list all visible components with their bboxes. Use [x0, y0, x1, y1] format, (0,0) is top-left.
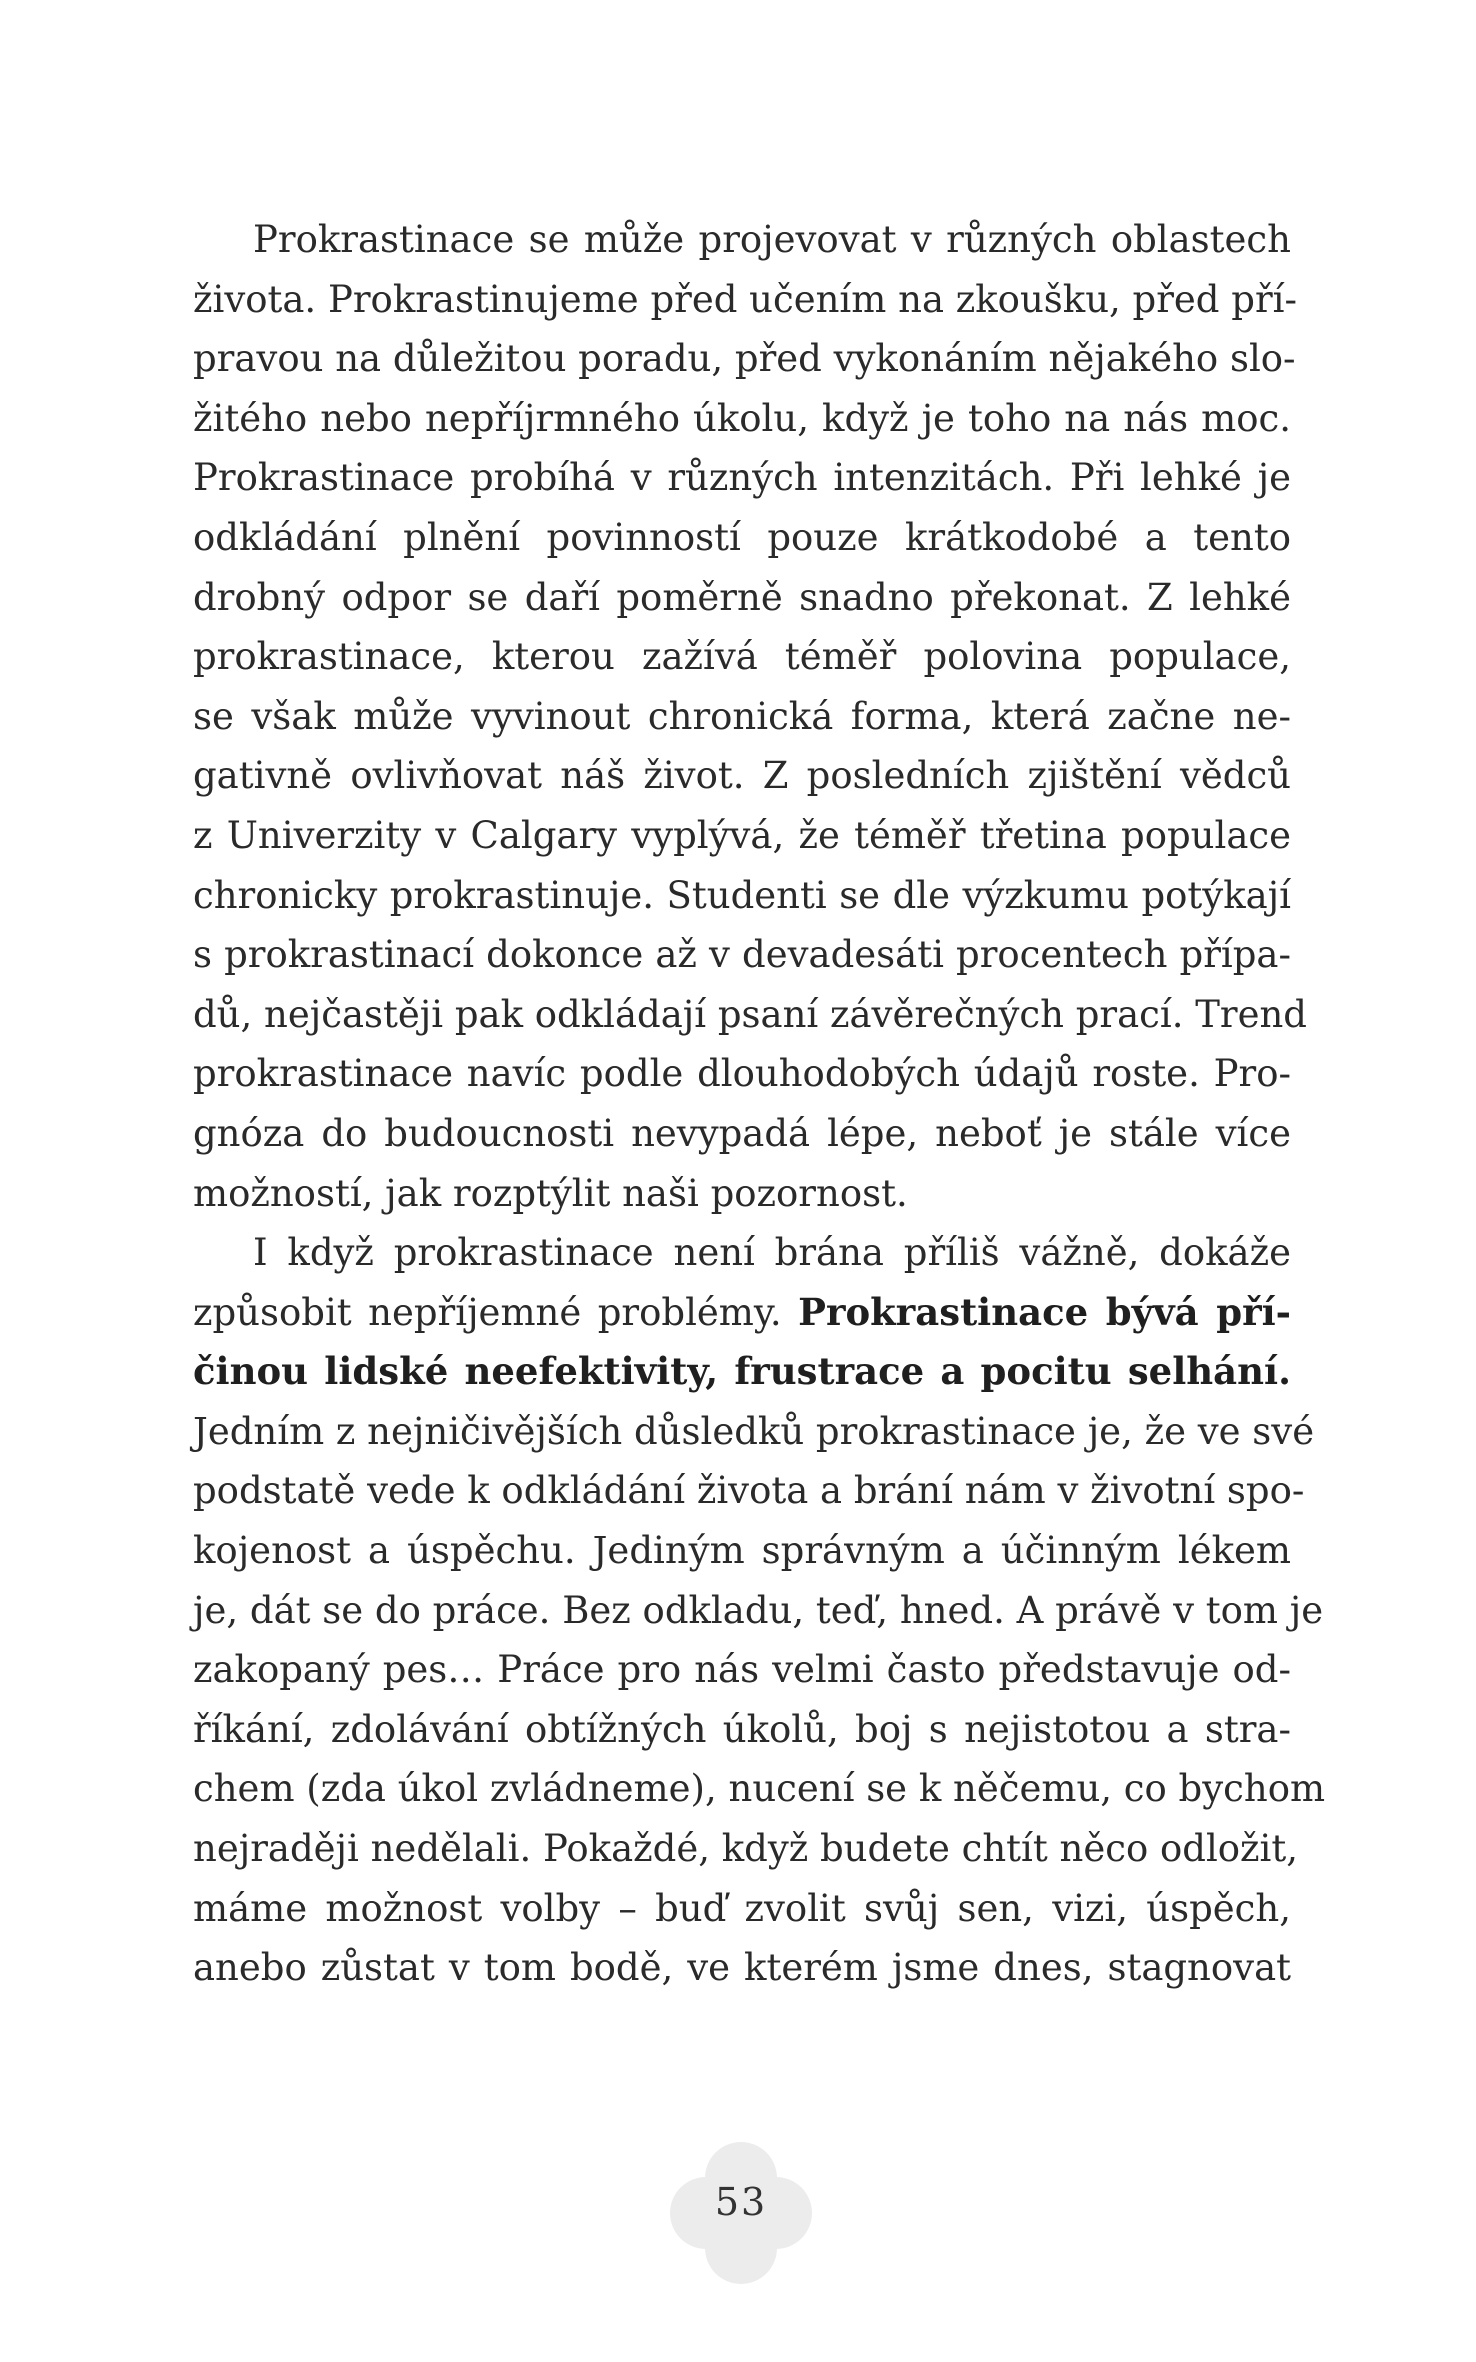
text-line: s prokrastinací dokonce až v devadesáti procentech přípa-	[193, 933, 1291, 977]
text-line: nejraději nedělali. Pokaždé, když budete chtít něco odložit,	[193, 1827, 1299, 1871]
text-line: se však může vyvinout chronická forma, která začne ne-	[193, 694, 1291, 738]
text-line: možností, jak rozptýlit naši pozornost.	[193, 1171, 908, 1215]
text-line: chronicky prokrastinuje. Studenti se dle výzkumu potýkají	[193, 873, 1291, 917]
page-number: 53	[714, 2180, 768, 2224]
text-line: gativně ovlivňovat náš život. Z posledních zjištění vědců	[193, 754, 1291, 798]
text-line: anebo zůstat v tom bodě, ve kterém jsme dnes, stagnovat	[193, 1946, 1291, 1990]
text-line: drobný odpor se daří poměrně snadno překonat. Z lehké	[193, 575, 1291, 619]
text-line: pravou na důležitou poradu, před vykonáním nějakého slo-	[193, 337, 1296, 381]
text-line: gnóza do budoucnosti nevypadá lépe, neboť je stále více	[193, 1111, 1291, 1155]
text-line: života. Prokrastinujeme před učením na zkoušku, před pří-	[193, 277, 1297, 321]
text-line: prokrastinace navíc podle dlouhodobých údajů roste. Pro-	[193, 1052, 1291, 1096]
text-line: kojenost a úspěchu. Jediným správným a účinným lékem	[193, 1529, 1291, 1573]
text-line: Prokrastinace se může projevovat v různých oblastech	[253, 218, 1291, 261]
text-line-mixed	[193, 1283, 1291, 1343]
text-line: I když prokrastinace není brána příliš vážně, dokáže	[253, 1231, 1291, 1275]
text-line: dů, nejčastěji pak odkládají psaní závěrečných prací. Trend	[193, 992, 1307, 1036]
text-line: Prokrastinace probíhá v různých intenzitách. Při lehké je	[193, 456, 1291, 500]
text-line-bold: činou lidské neefektivity, frustrace a pocitu selhání.	[193, 1349, 1291, 1394]
text-line: chem (zda úkol zvládneme), nucení se k něčemu, co bychom	[193, 1767, 1326, 1811]
text-line: Jedním z nejničivějších důsledků prokrastinace je, že ve své	[193, 1409, 1315, 1453]
text-line: z Univerzity v Calgary vyplývá, že téměř třetina populace	[193, 813, 1291, 857]
page-number-badge	[666, 2138, 816, 2288]
text-line: máme možnost volby – buď zvolit svůj sen, vizi, úspěch,	[193, 1886, 1291, 1930]
body-text	[193, 210, 1326, 1998]
text-line: zakopaný pes… Práce pro nás velmi často představuje od-	[193, 1648, 1291, 1692]
text-bold: Prokrastinace bývá pří-	[798, 1289, 1291, 1334]
text-line: je, dát se do práce. Bez odkladu, teď, hned. A právě v tom je	[193, 1588, 1324, 1632]
text-line: prokrastinace, kterou zažívá téměř polovina populace,	[193, 635, 1291, 679]
text-line: podstatě vede k odkládání života a brání nám v životní spo-	[193, 1469, 1305, 1513]
text-line: žitého nebo nepříjrmného úkolu, když je toho na nás moc.	[193, 396, 1291, 440]
text-line: říkání, zdolávání obtížných úkolů, boj s nejistotou a stra-	[193, 1707, 1291, 1751]
text-line: odkládání plnění povinností pouze krátkodobé a tento	[193, 515, 1291, 559]
text-normal: způsobit nepříjemné problémy.	[193, 1290, 799, 1334]
